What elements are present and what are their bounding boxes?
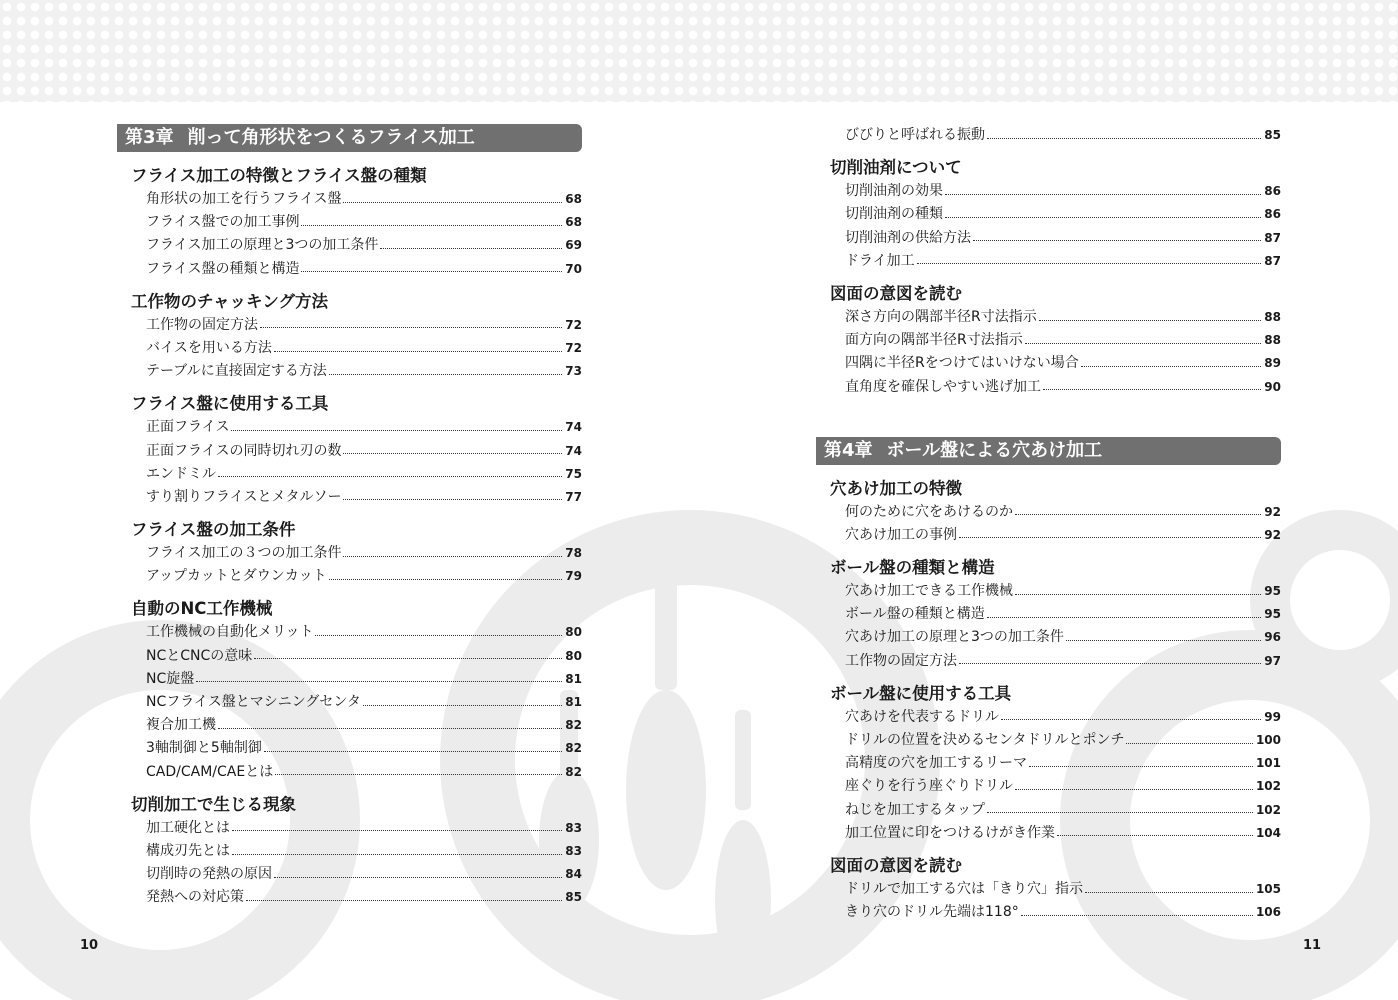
- toc-entry[interactable]: [816, 799, 1281, 822]
- leader-dots: [987, 616, 1262, 618]
- toc-entry[interactable]: [816, 775, 1281, 798]
- entry-page-number: 85: [1264, 128, 1281, 142]
- chapter-heading: [816, 437, 1281, 465]
- entry-page-number: 73: [565, 364, 582, 379]
- section-heading: フライス加工の特徴とフライス盤の種類: [131, 166, 427, 185]
- leader-dots: [1126, 742, 1252, 744]
- toc-entry[interactable]: [816, 626, 1281, 649]
- toc-entry[interactable]: [117, 416, 582, 439]
- toc-entry[interactable]: [117, 714, 582, 737]
- toc-entry[interactable]: [816, 250, 1281, 273]
- leader-dots: [917, 262, 1262, 264]
- entry-page-number: 87: [1264, 253, 1281, 268]
- toc-entry[interactable]: [816, 822, 1281, 845]
- entry-title: CAD/CAM/CAEとは: [146, 763, 274, 780]
- right-toc-column: [816, 124, 1281, 924]
- leader-dots: [1025, 342, 1262, 344]
- leader-dots: [1039, 319, 1262, 321]
- leader-dots: [275, 773, 562, 775]
- entry-title: 3軸制御と5軸制御: [146, 740, 262, 757]
- leader-dots: [329, 373, 563, 375]
- leader-dots: [301, 224, 562, 226]
- entry-page-number: 86: [1264, 184, 1281, 199]
- entry-title: フライス盤の種類と構造: [146, 260, 300, 277]
- entry-title: 工作機械の自動化メリット: [146, 624, 314, 641]
- leader-dots: [274, 876, 562, 878]
- entry-title: 加工位置に印をつけるけがき作業: [845, 824, 1055, 841]
- leader-dots: [987, 137, 1261, 139]
- toc-entry[interactable]: [117, 360, 582, 383]
- toc-entry[interactable]: [117, 565, 582, 588]
- leader-dots: [343, 201, 562, 203]
- leader-dots: [1029, 765, 1253, 767]
- entry-title: 高精度の穴を加工するリーマ: [845, 755, 1027, 772]
- entry-title: すり割りフライスとメタルソー: [146, 488, 342, 505]
- entry-title: アップカットとダウンカット: [146, 568, 327, 585]
- entry-title: 工作物の固定方法: [146, 316, 258, 333]
- chapter-heading: [117, 124, 582, 152]
- leader-dots: [1081, 365, 1262, 367]
- entry-page-number: 68: [565, 215, 582, 230]
- entry-title: 直角度を確保しやすい逃げ加工: [845, 378, 1041, 395]
- entry-page-number: 100: [1255, 733, 1281, 747]
- entry-page-number: 69: [565, 238, 582, 253]
- entry-title: 切削油剤の種類: [845, 206, 943, 223]
- entry-title: NC旋盤: [146, 670, 195, 687]
- entry-title: びびりと呼ばれる振動: [845, 127, 985, 143]
- leader-dots: [1085, 891, 1253, 893]
- toc-entry[interactable]: [816, 650, 1281, 673]
- toc-entry[interactable]: [117, 645, 582, 668]
- toc-entry[interactable]: [816, 706, 1281, 729]
- entry-page-number: 101: [1255, 756, 1281, 771]
- toc-entry[interactable]: [816, 580, 1281, 603]
- entry-page-number: 78: [565, 546, 582, 561]
- entry-page-number: 88: [1264, 333, 1281, 348]
- entry-page-number: 92: [1264, 527, 1281, 542]
- entry-page-number: 84: [565, 867, 582, 882]
- entry-title: ドリルの位置を決めるセンタドリルとポンチ: [845, 732, 1125, 748]
- entry-title: ねじを加工するタップ: [845, 801, 985, 818]
- entry-title: 穴あけ加工の原理と3つの加工条件: [845, 629, 1064, 646]
- entry-title: バイスを用いる方法: [146, 339, 272, 356]
- entry-title: 面方向の隅部半径R寸法指示: [845, 332, 1023, 349]
- entry-page-number: 77: [565, 489, 582, 504]
- toc-entry[interactable]: [816, 227, 1281, 250]
- entry-page-number: 102: [1255, 802, 1281, 817]
- entry-page-number: 99: [1264, 709, 1281, 724]
- entry-page-number: 105: [1255, 881, 1281, 896]
- toc-entry[interactable]: [816, 180, 1281, 203]
- entry-title: 何のために穴をあけるのか: [845, 503, 1013, 520]
- leader-dots: [218, 475, 562, 477]
- entry-page-number: 90: [1264, 379, 1281, 394]
- entry-page-number: 81: [565, 695, 582, 709]
- leader-dots: [380, 247, 562, 249]
- toc-entry[interactable]: [117, 211, 582, 234]
- entry-title: ドリルで加工する穴は「きり穴」指示: [845, 880, 1083, 897]
- leader-dots: [959, 536, 1261, 538]
- leader-dots: [254, 657, 562, 659]
- leader-dots: [1015, 513, 1261, 515]
- chapter-title: ボール盤による穴あけ加工: [886, 439, 1103, 461]
- entry-page-number: 81: [565, 671, 582, 686]
- entry-page-number: 86: [1264, 207, 1281, 222]
- entry-page-number: 95: [1264, 584, 1281, 599]
- toc-entry[interactable]: [117, 817, 582, 840]
- entry-page-number: 82: [565, 764, 582, 779]
- entry-page-number: 96: [1264, 630, 1281, 645]
- entry-title: 正面フライスの同時切れ刃の数: [146, 442, 342, 459]
- toc-entry[interactable]: [117, 737, 582, 760]
- leader-dots: [1015, 593, 1261, 595]
- toc-entry[interactable]: [816, 524, 1281, 547]
- leader-dots: [1021, 914, 1253, 916]
- toc-entry[interactable]: [117, 668, 582, 691]
- entry-title: 切削油剤の供給方法: [845, 229, 971, 246]
- entry-title: 穴あけ加工できる工作機械: [845, 583, 1013, 600]
- page-number-left: 10: [80, 938, 99, 953]
- toc-entry[interactable]: [816, 729, 1281, 752]
- entry-title: 複合加工機: [146, 717, 216, 734]
- entry-title: 切削油剤の効果: [845, 183, 943, 200]
- entry-title: 工作物の固定方法: [845, 652, 957, 669]
- leader-dots: [973, 239, 1261, 241]
- entry-page-number: 95: [1264, 607, 1281, 622]
- leader-dots: [987, 811, 1253, 813]
- toc-entry[interactable]: [816, 203, 1281, 226]
- toc-entry[interactable]: [816, 352, 1281, 375]
- entry-title: 切削時の発熱の原因: [146, 866, 272, 883]
- toc-entry[interactable]: [816, 901, 1281, 924]
- entry-title: 穴あけを代表するドリル: [845, 708, 999, 725]
- leader-dots: [343, 555, 562, 557]
- entry-page-number: 70: [565, 261, 582, 276]
- leader-dots: [232, 853, 562, 855]
- entry-page-number: 72: [565, 317, 582, 332]
- entry-page-number: 102: [1255, 779, 1281, 794]
- toc-entry[interactable]: [117, 188, 582, 211]
- toc-entry[interactable]: [117, 691, 582, 714]
- leader-dots: [1057, 834, 1253, 836]
- entry-page-number: 88: [1264, 309, 1281, 324]
- entry-title: フライス盤での加工事例: [146, 214, 300, 231]
- toc-entry[interactable]: [816, 603, 1281, 626]
- entry-page-number: 80: [565, 625, 582, 640]
- section-heading: 切削加工で生じる現象: [131, 794, 296, 814]
- leader-dots: [945, 193, 1261, 195]
- page-number-right: 11: [1303, 938, 1322, 953]
- entry-title: NCとCNCの意味: [146, 647, 253, 664]
- section-heading: 工作物のチャッキング方法: [131, 291, 329, 311]
- leader-dots: [274, 350, 562, 352]
- entry-title: 四隅に半径Rをつけてはいけない場合: [845, 355, 1079, 372]
- leader-dots: [1066, 639, 1261, 641]
- leader-dots: [264, 750, 562, 752]
- toc-entry[interactable]: [816, 329, 1281, 352]
- leader-dots: [1043, 388, 1261, 390]
- toc-entry[interactable]: [117, 258, 582, 281]
- entry-title: 座ぐりを行う座ぐりドリル: [845, 778, 1013, 795]
- chapter-number: 第3章: [125, 127, 174, 148]
- entry-title: エンドミル: [146, 465, 216, 482]
- leader-dots: [232, 829, 562, 831]
- entry-title: NCフライス盤とマシニングセンタ: [146, 694, 361, 710]
- entry-page-number: 92: [1264, 504, 1281, 519]
- toc-entry[interactable]: [117, 463, 582, 486]
- leader-dots: [218, 727, 562, 729]
- entry-page-number: 74: [565, 443, 582, 458]
- entry-title: テーブルに直接固定する方法: [146, 363, 327, 380]
- entry-title: 発熱への対応策: [146, 889, 244, 906]
- chapter-number: 第4章: [824, 439, 873, 461]
- leader-dots: [1015, 788, 1253, 790]
- entry-page-number: 89: [1264, 356, 1281, 371]
- toc-entry[interactable]: [117, 337, 582, 360]
- entry-page-number: 82: [565, 741, 582, 756]
- left-toc-column: [117, 124, 582, 910]
- entry-page-number: 83: [565, 843, 582, 858]
- section-heading: 図面の意図を読む: [830, 855, 962, 875]
- leader-dots: [1001, 718, 1261, 720]
- entry-page-number: 97: [1264, 653, 1281, 668]
- entry-title: 深さ方向の隅部半径R寸法指示: [845, 308, 1037, 325]
- entry-title: フライス加工の３つの加工条件: [146, 545, 342, 562]
- entry-page-number: 106: [1255, 905, 1281, 920]
- entry-title: 構成刃先とは: [146, 842, 230, 859]
- leader-dots: [343, 498, 562, 500]
- right-page: [699, 0, 1398, 1000]
- toc-entry[interactable]: [117, 863, 582, 886]
- chapter-spacer: [816, 399, 1281, 437]
- toc-entry[interactable]: [816, 878, 1281, 901]
- section-heading: 図面の意図を読む: [830, 283, 962, 303]
- leader-dots: [343, 452, 562, 454]
- entry-title: 穴あけ加工の事例: [845, 526, 957, 543]
- toc-entry[interactable]: [117, 761, 582, 784]
- leader-dots: [959, 662, 1261, 664]
- entry-page-number: 85: [565, 890, 582, 905]
- toc-entry[interactable]: [117, 886, 582, 909]
- section-heading: 穴あけ加工の特徴: [830, 478, 962, 498]
- entry-title: 角形状の加工を行うフライス盤: [146, 191, 342, 207]
- leader-dots: [260, 326, 562, 328]
- entry-page-number: 82: [565, 718, 582, 733]
- section-heading: ボール盤の種類と構造: [830, 558, 995, 578]
- entry-page-number: 87: [1264, 230, 1281, 245]
- toc-entry[interactable]: [117, 440, 582, 463]
- section-heading: フライス盤の加工条件: [131, 520, 296, 540]
- toc-entry[interactable]: [816, 124, 1281, 147]
- section-heading: 切削油剤について: [830, 158, 962, 178]
- entry-page-number: 83: [565, 820, 582, 835]
- entry-title: 正面フライス: [146, 419, 230, 436]
- leader-dots: [231, 429, 562, 431]
- section-heading: フライス盤に使用する工具: [131, 394, 329, 414]
- leader-dots: [329, 578, 563, 580]
- toc-entry[interactable]: [816, 501, 1281, 524]
- leader-dots: [301, 270, 562, 272]
- toc-entry[interactable]: [816, 376, 1281, 399]
- entry-page-number: 74: [565, 420, 582, 435]
- entry-page-number: 79: [565, 569, 582, 584]
- toc-entry[interactable]: [816, 752, 1281, 775]
- entry-title: ボール盤の種類と構造: [845, 606, 985, 623]
- section-heading: 自動のNC工作機械: [131, 599, 273, 619]
- leader-dots: [315, 634, 562, 636]
- entry-page-number: 80: [565, 648, 582, 663]
- toc-entry[interactable]: [117, 314, 582, 337]
- toc-entry[interactable]: [117, 542, 582, 565]
- leader-dots: [196, 680, 562, 682]
- chapter-title: 削って角形状をつくるフライス加工: [187, 127, 475, 148]
- toc-entry[interactable]: [117, 486, 582, 509]
- entry-page-number: 68: [565, 192, 582, 206]
- section-heading: ボール盤に使用する工具: [830, 683, 1012, 703]
- leader-dots: [945, 216, 1261, 218]
- toc-entry[interactable]: [816, 306, 1281, 329]
- entry-title: きり穴のドリル先端は118°: [845, 904, 1019, 921]
- entry-page-number: 104: [1255, 825, 1281, 840]
- toc-entry[interactable]: [117, 840, 582, 863]
- entry-page-number: 72: [565, 340, 582, 355]
- entry-page-number: 75: [565, 466, 582, 481]
- toc-entry[interactable]: [117, 621, 582, 644]
- toc-entry[interactable]: [117, 234, 582, 257]
- leader-dots: [246, 899, 562, 901]
- entry-title: フライス加工の原理と3つの加工条件: [146, 237, 379, 254]
- leader-dots: [363, 704, 562, 706]
- entry-title: ドライ加工: [845, 252, 915, 269]
- entry-title: 加工硬化とは: [146, 819, 230, 836]
